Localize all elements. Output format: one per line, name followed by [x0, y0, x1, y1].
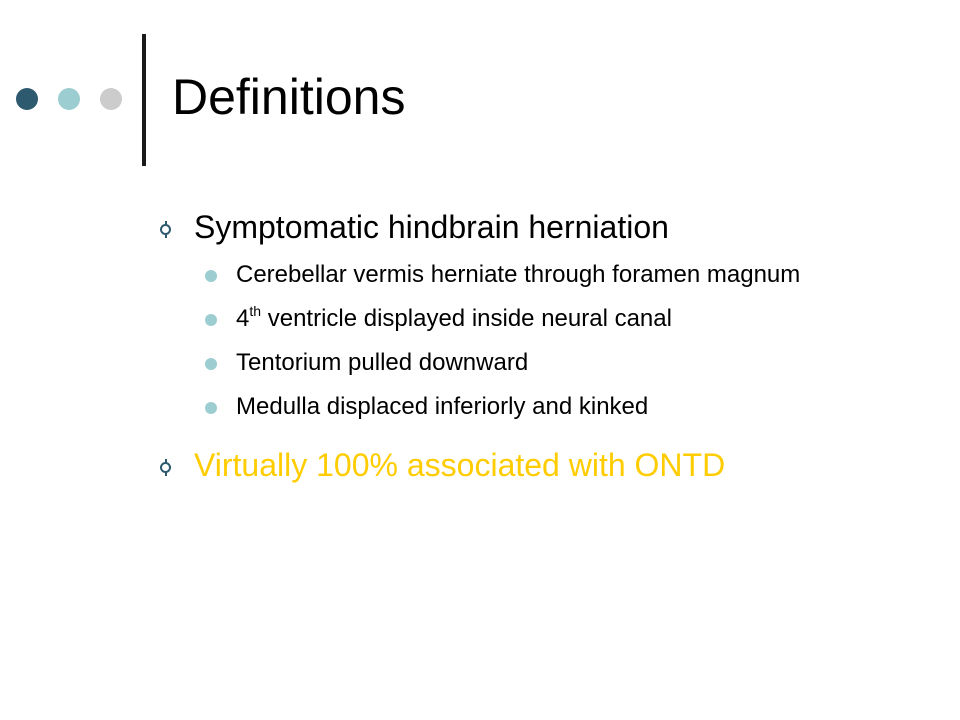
bullet-text: Symptomatic hindbrain herniation: [194, 209, 669, 245]
decorative-dot-gray-icon: [100, 88, 122, 110]
sub-bullet-prefix: 4: [236, 305, 250, 333]
sub-bullet-list: [160, 260, 920, 422]
sub-bullet-item: [160, 392, 920, 422]
bullet-text: Virtually 100% associated with ONTD: [194, 447, 726, 484]
sub-bullet-text: ventricle displayed inside neural canal: [261, 305, 672, 333]
sub-bullet-item: [160, 260, 920, 290]
dot-bullet-icon: [205, 402, 217, 414]
title-divider: [142, 34, 146, 166]
sub-bullet-item: [160, 304, 920, 334]
sub-bullet-text: Medulla displaced inferiorly and kinked: [236, 393, 649, 421]
bullet-item-highlight: [160, 446, 920, 484]
dot-bullet-icon: [205, 314, 217, 326]
ring-bullet-icon: [160, 462, 171, 473]
ring-bullet-icon: [160, 224, 171, 235]
sub-bullet-item: [160, 348, 920, 378]
sub-bullet-text: Tentorium pulled downward: [236, 349, 529, 377]
decorative-dot-dark-icon: [16, 88, 38, 110]
dot-bullet-icon: [205, 270, 217, 282]
dot-bullet-icon: [205, 358, 217, 370]
sub-bullet-superscript: th: [249, 303, 262, 320]
slide-title: Definitions: [172, 69, 406, 125]
decorative-dot-teal-icon: [58, 88, 80, 110]
slide-body: [160, 208, 920, 485]
sub-bullet-text: Cerebellar vermis herniate through foramen magnum: [236, 261, 801, 289]
bullet-item: [160, 208, 920, 246]
